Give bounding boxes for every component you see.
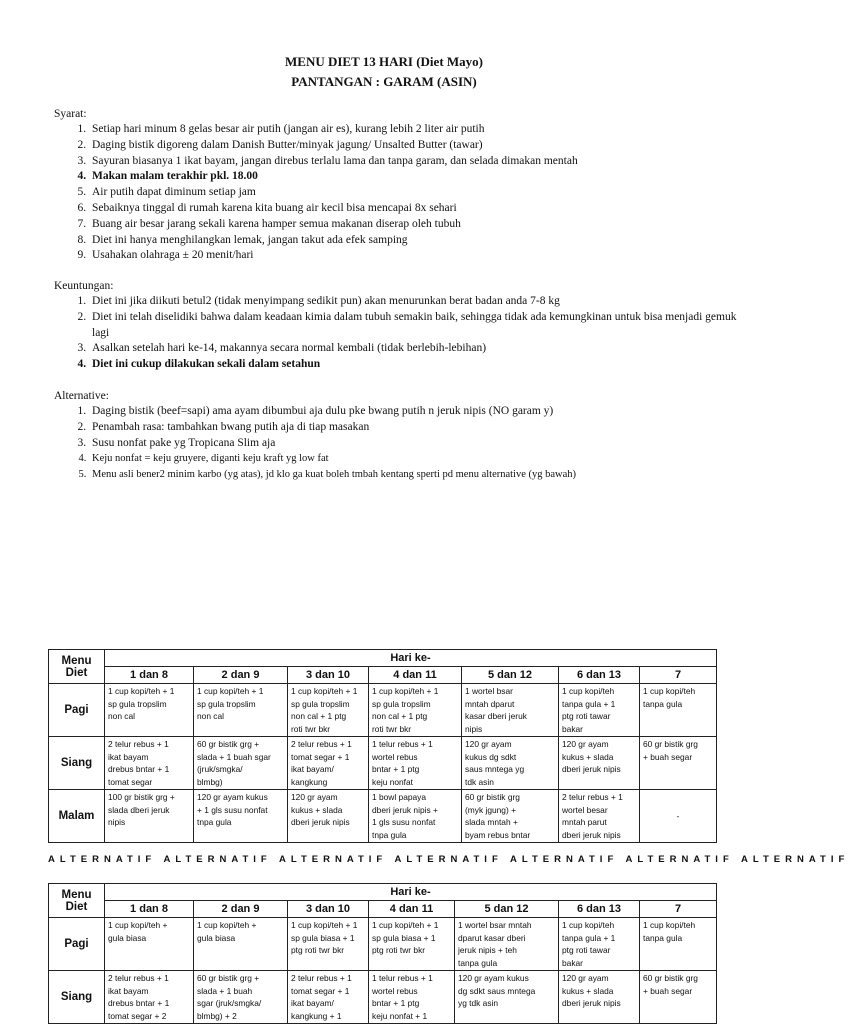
- table-cell: 1 wortel bsar mntah dparut kasar dberi jeruk nipis + teh tanpa gula: [455, 918, 559, 971]
- table-cell: 1 cup kopi/teh + gula biasa: [105, 918, 194, 971]
- row-label-pagi: Pagi: [49, 684, 105, 737]
- alternative-list: [54, 404, 744, 483]
- day-header: 2 dan 9: [194, 901, 288, 918]
- list-item: 3. Susu nonfat pake yg Tropicana Slim aja: [89, 436, 744, 452]
- menu-table: [48, 649, 717, 843]
- section-heading: Keuntungan:: [54, 280, 114, 292]
- list-item: 2. Penambah rasa: tambahkan bwang putih aja di tiap masakan: [89, 420, 744, 436]
- list-item: 1. Setiap hari minum 8 gelas besar air putih (jangan air es), kurang lebih 2 liter air putih: [89, 122, 744, 138]
- list-item: 2. Diet ini telah diselidiki bahwa dalam keadaan kimia dalam tubuh semakin baik, sehingga tidak ada kemungkinan untuk bisa menjadi gemuk lagi: [89, 310, 744, 342]
- syarat-section: [54, 106, 744, 264]
- alternative-menu-table: [48, 883, 717, 1024]
- menu-label: Menu: [61, 888, 92, 901]
- table-cell: 120 gr ayam kukus dg sdkt saus mntega yg tdk asin: [462, 737, 559, 790]
- table-cell: 60 gr bistik grg + slada + 1 buah sgar (jruk/smgka/ blmbg) + 2: [194, 971, 288, 1024]
- day-header: 3 dan 10: [288, 667, 369, 684]
- alternatif-separator: ALTERNATIF ALTERNATIF ALTERNATIF ALTERNATIF ALTERNATIF ALTERNATIF ALTERNATIF: [48, 854, 849, 865]
- row-label-siang: Siang: [49, 737, 105, 790]
- menu-diet-header: [49, 884, 105, 918]
- list-item: 1. Diet ini jika diikuti betul2 (tidak menyimpang sedikit pun) akan menurunkan berat badan anda 7-8 kg: [89, 294, 744, 310]
- row-label-malam: Malam: [49, 790, 105, 843]
- list-item: 9. Usahakan olahraga ± 20 menit/hari: [89, 248, 744, 264]
- section-heading: Alternative:: [54, 390, 109, 402]
- table-cell: 1 cup kopi/teh + 1 sp gula tropslim non cal + 1 ptg roti twr bkr: [369, 684, 462, 737]
- document-subtitle: PANTANGAN : GARAM (ASIN): [291, 74, 477, 89]
- day-header: 5 dan 12: [462, 667, 559, 684]
- table-cell: 1 telur rebus + 1 wortel rebus bntar + 1 ptg keju nonfat: [369, 737, 462, 790]
- table-cell: 1 cup kopi/teh + 1 sp gula tropslim non cal + 1 ptg roti twr bkr: [288, 684, 369, 737]
- day-header: 4 dan 11: [369, 667, 462, 684]
- list-item: 5. Menu asli bener2 minim karbo (yg atas), jd klo ga kuat boleh tmbah kentang sperti pd menu alternative (yg bawah): [89, 467, 744, 483]
- table-cell: 1 cup kopi/teh + gula biasa: [194, 918, 288, 971]
- table-cell: 1 cup kopi/teh + 1 sp gula biasa + 1 ptg roti twr bkr: [288, 918, 369, 971]
- table-row: [49, 918, 717, 971]
- list-item: 4. Diet ini cukup dilakukan sekali dalam setahun: [89, 357, 744, 373]
- table-cell: 2 telur rebus + 1 ikat bayam drebus bntar + 1 tomat segar: [105, 737, 194, 790]
- table-cell: 1 cup kopi/teh tanpa gula: [640, 684, 717, 737]
- table-cell: 1 cup kopi/teh tanpa gula: [640, 918, 717, 971]
- table-row: [49, 737, 717, 790]
- table-cell: -: [640, 790, 717, 843]
- table-cell: 2 telur rebus + 1 wortel besar mntah parut dberi jeruk nipis: [559, 790, 640, 843]
- diet-label: Diet: [65, 900, 88, 913]
- table-cell: 120 gr ayam kukus + slada dberi jeruk nipis: [559, 971, 640, 1024]
- table-row: [49, 684, 717, 737]
- day-header: 7: [640, 667, 717, 684]
- day-header: 6 dan 13: [559, 901, 640, 918]
- table-row: [49, 971, 717, 1024]
- diet-label: Diet: [65, 666, 88, 679]
- list-item: 3. Asalkan setelah hari ke-14, makannya secara normal kembali (tidak berlebih-lebihan): [89, 341, 744, 357]
- table-cell: 1 telur rebus + 1 wortel rebus bntar + 1 ptg keju nonfat + 1: [369, 971, 455, 1024]
- table-cell: 1 cup kopi/teh tanpa gula + 1 ptg roti tawar bakar: [559, 918, 640, 971]
- table-cell: 120 gr ayam kukus dg sdkt saus mntega yg tdk asin: [455, 971, 559, 1024]
- list-item: 6. Sebaiknya tinggal di rumah karena kita buang air kecil bisa mencapai 8x sehari: [89, 201, 744, 217]
- table-cell: 60 gr bistik grg + buah segar: [640, 971, 717, 1024]
- table-cell: 120 gr ayam kukus + slada dberi jeruk nipis: [288, 790, 369, 843]
- row-label-pagi: Pagi: [49, 918, 105, 971]
- table-cell: 1 cup kopi/teh + 1 sp gula tropslim non cal: [105, 684, 194, 737]
- document-title: MENU DIET 13 HARI (Diet Mayo): [285, 54, 483, 69]
- day-header: 6 dan 13: [559, 667, 640, 684]
- list-item: 4. Keju nonfat = keju gruyere, diganti keju kraft yg low fat: [89, 451, 744, 467]
- day-header: 1 dan 8: [105, 667, 194, 684]
- list-item: 8. Diet ini hanya menghilangkan lemak, jangan takut ada efek samping: [89, 233, 744, 249]
- day-header: 1 dan 8: [105, 901, 194, 918]
- list-item: 3. Sayuran biasanya 1 ikat bayam, jangan direbus terlalu lama dan tanpa garam, dan selada dimakan mentah: [89, 154, 744, 170]
- keuntungan-list: [54, 294, 744, 373]
- table-cell: 2 telur rebus + 1 tomat segar + 1 ikat bayam/ kangkung: [288, 737, 369, 790]
- table-cell: 60 gr bistik grg + buah segar: [640, 737, 717, 790]
- table-cell: 120 gr ayam kukus + slada dberi jeruk nipis: [559, 737, 640, 790]
- keuntungan-section: [54, 278, 744, 373]
- hari-header: Hari ke-: [105, 884, 717, 901]
- day-header: 5 dan 12: [455, 901, 559, 918]
- day-header: 2 dan 9: [194, 667, 288, 684]
- table-cell: 60 gr bistik grg (myk jgung) + slada mntah + byam rebus bntar: [462, 790, 559, 843]
- table-cell: 120 gr ayam kukus + 1 gls susu nonfat tnpa gula: [194, 790, 288, 843]
- table-cell: 1 cup kopi/teh + 1 sp gula biasa + 1 ptg roti twr bkr: [369, 918, 455, 971]
- hari-header: Hari ke-: [105, 650, 717, 667]
- list-item: 5. Air putih dapat diminum setiap jam: [89, 185, 744, 201]
- table-cell: 1 cup kopi/teh + 1 sp gula tropslim non cal: [194, 684, 288, 737]
- table-row: [49, 790, 717, 843]
- table-cell: 1 bowl papaya dberi jeruk nipis + 1 gls susu nonfat tnpa gula: [369, 790, 462, 843]
- list-item: 2. Daging bistik digoreng dalam Danish Butter/minyak jagung/ Unsalted Butter (tawar): [89, 138, 744, 154]
- table-cell: 2 telur rebus + 1 ikat bayam drebus bntar + 1 tomat segar + 2: [105, 971, 194, 1024]
- table-cell: 1 cup kopi/teh tanpa gula + 1 ptg roti tawar bakar: [559, 684, 640, 737]
- table-cell: 100 gr bistik grg + slada dberi jeruk nipis: [105, 790, 194, 843]
- list-item: 7. Buang air besar jarang sekali karena hamper semua makanan diserap oleh tubuh: [89, 217, 744, 233]
- day-header: 3 dan 10: [288, 901, 369, 918]
- day-header: 4 dan 11: [369, 901, 455, 918]
- syarat-list: [54, 122, 744, 264]
- alternative-section: [54, 388, 744, 483]
- section-heading: Syarat:: [54, 108, 87, 120]
- table-cell: 2 telur rebus + 1 tomat segar + 1 ikat bayam/ kangkung + 1: [288, 971, 369, 1024]
- row-label-siang: Siang: [49, 971, 105, 1024]
- table-cell: 60 gr bistik grg + slada + 1 buah sgar (jruk/smgka/ blmbg): [194, 737, 288, 790]
- table-cell: 1 wortel bsar mntah dparut kasar dberi jeruk nipis: [462, 684, 559, 737]
- day-header: 7: [640, 901, 717, 918]
- list-item: 1. Daging bistik (beef=sapi) ama ayam dibumbui aja dulu pke bwang putih n jeruk nipis (NO garam y): [89, 404, 744, 420]
- list-item: 4. Makan malam terakhir pkl. 18.00: [89, 169, 744, 185]
- menu-label: Menu: [61, 654, 92, 667]
- menu-diet-header: [49, 650, 105, 684]
